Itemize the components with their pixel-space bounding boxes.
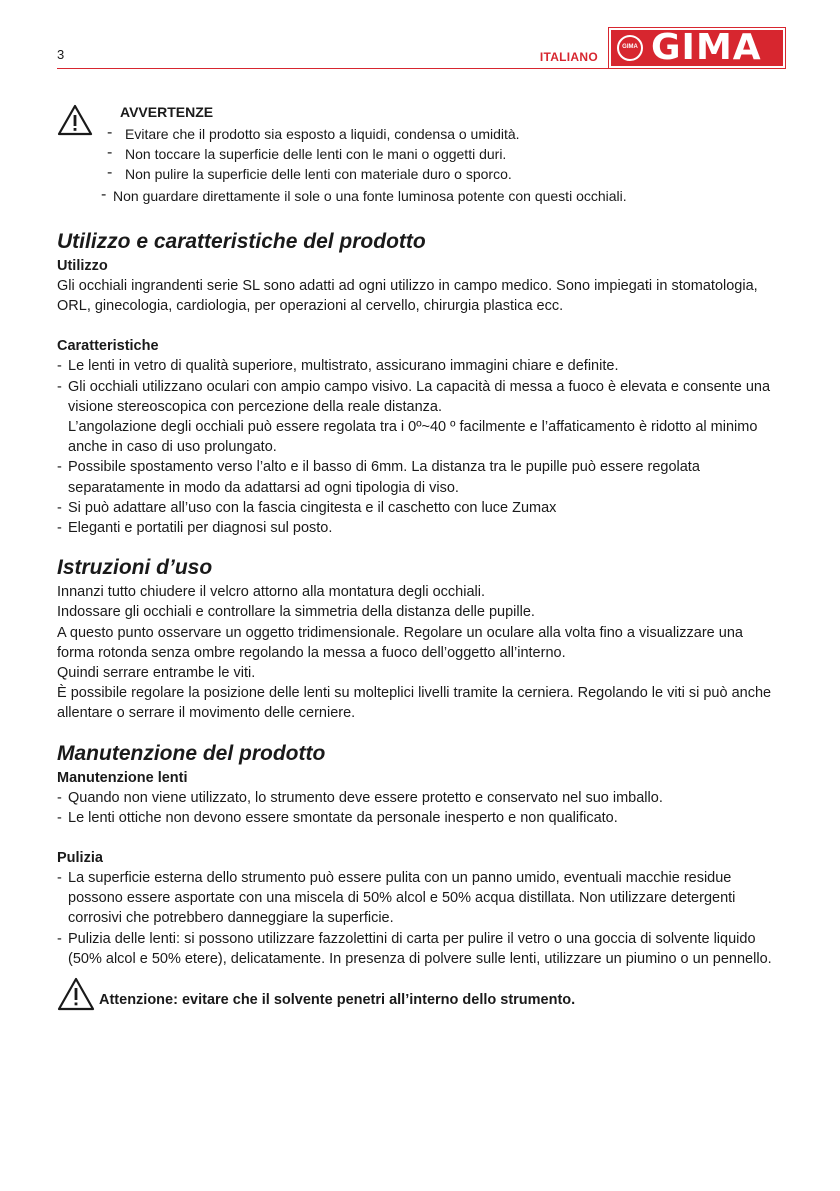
utilizzo-heading: Utilizzo — [57, 258, 108, 274]
maintenance-section-title: Manutenzione del prodotto — [57, 741, 326, 765]
header-rule — [57, 68, 783, 69]
instruction-line: È possibile regolare la posizione delle lenti su molteplici livelli tramite la cerniera. Regolando le viti si può anche allentare o serrare il movimento delle cerniere. — [57, 685, 772, 722]
language-label: ITALIANO — [539, 50, 598, 64]
main-content — [57, 228, 783, 1011]
features-heading: Caratteristiche — [57, 338, 159, 355]
logo-text: GIMA — [651, 27, 762, 68]
cleaning-heading: Pulizia — [57, 850, 103, 867]
cleaning-list — [57, 868, 783, 969]
instruction-line: Indossare gli occhiali e controllare la simmetria della distanza delle pupille. — [57, 604, 535, 621]
warning-item: - Non pulire la superficie delle lenti con materiale duro o sporco. — [107, 164, 627, 184]
list-item: - Eleganti e portatili per diagnosi sul posto. — [57, 518, 783, 538]
warning-item: - Non toccare la superficie delle lenti con le mani o oggetti duri. — [107, 144, 627, 164]
attention-text: Attenzione: evitare che il solvente penetri all’interno dello strumento. — [99, 992, 576, 1009]
list-item: - Le lenti in vetro di qualità superiore, multistrato, assicurano immagini chiare e definite. — [57, 356, 783, 376]
warnings-list — [107, 124, 627, 206]
instruction-line: Quindi serrare entrambe le viti. — [57, 665, 256, 682]
features-list — [57, 356, 783, 538]
list-item: - Quando non viene utilizzato, lo strumento deve essere protetto e conservato nel suo imballo. — [57, 788, 783, 808]
list-item: - Si può adattare all’uso con la fascia cingitesta e il caschetto con luce Zumax — [57, 498, 783, 518]
list-item: - Pulizia delle lenti: si possono utilizzare fazzolettini di carta per pulire il vetro o una goccia di solvente liquido (50% alcol e 50% etere), delicatamente. In presenza di polvere sulle lenti, utilizzare un piumino o un pennello. — [57, 929, 783, 969]
lens-maintenance-list — [57, 788, 783, 828]
logo-seal-icon: GIMA — [617, 35, 643, 61]
instructions-section-title: Istruzioni d’uso — [57, 556, 213, 580]
warning-item: - Non guardare direttamente il sole o una fonte luminosa potente con questi occhiali. — [101, 186, 627, 206]
warnings-title: AVVERTENZE — [120, 104, 214, 120]
list-item: - Le lenti ottiche non devono essere smontate da personale inesperto e non qualificato. — [57, 808, 783, 828]
gima-logo — [609, 28, 785, 68]
instruction-line: Innanzi tutto chiudere il velcro attorno alla montatura degli occhiali. — [57, 584, 485, 601]
lens-maintenance-heading: Manutenzione lenti — [57, 769, 188, 786]
page-header — [0, 0, 840, 80]
attention-note — [57, 977, 783, 1011]
utilizzo-text: Gli occhiali ingrandenti serie SL sono adatti ad ogni utilizzo in campo medico. Sono impiegati in stomatologia, ORL, ginecologia, cardiologia, per operazioni al cervello, chirurgia plastica ecc. — [57, 278, 758, 315]
warning-item: - Evitare che il prodotto sia esposto a liquidi, condensa o umidità. — [107, 124, 627, 144]
list-item: - La superficie esterna dello strumento può essere pulita con un panno umido, eventuali macchie residue possono essere asportate con una miscela di 50% alcol e 50% acqua distillata. Non utilizzare detergenti corrosivi che potrebbero danneggiare la superficie. — [57, 868, 783, 929]
list-item: - Possibile spostamento verso l’alto e il basso di 6mm. La distanza tra le pupille può essere regolata separatamente in modo da adattarsi ad ogni tipologia di viso. — [57, 457, 783, 497]
page-number: 3 — [57, 47, 65, 62]
usage-section-title: Utilizzo e caratteristiche del prodotto — [57, 230, 426, 253]
instruction-line: A questo punto osservare un oggetto tridimensionale. Regolare un oculare alla volta fino a visualizzare una forma rotonda senza ombre regolando la messa a fuoco dell’oggetto all’interno. — [57, 624, 743, 661]
warning-triangle-icon — [57, 977, 95, 1011]
warning-triangle-icon — [57, 104, 93, 136]
list-item: - Gli occhiali utilizzano oculari con ampio campo visivo. La capacità di messa a fuoco è elevata e consente una visione stereoscopica con percezione della reale distanza. L’angolazione degli occhiali può essere regolata tra i 0º~40 º facilmente e l’affaticamento è ridotto al minimo anche in caso di uso prolungato. — [57, 377, 783, 458]
